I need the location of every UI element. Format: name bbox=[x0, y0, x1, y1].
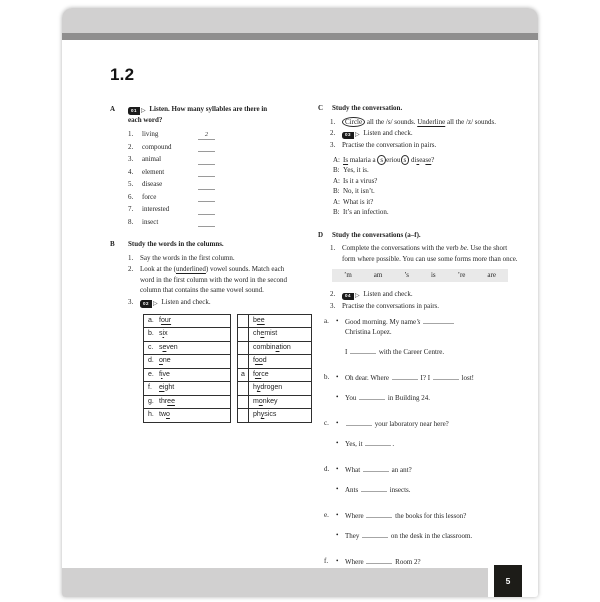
answer-blank bbox=[423, 316, 454, 324]
left-column bbox=[110, 62, 312, 437]
syllable-item bbox=[110, 154, 312, 167]
conversation-item bbox=[318, 418, 518, 457]
table-row bbox=[238, 395, 312, 409]
syllable-item bbox=[110, 167, 312, 180]
table-row bbox=[238, 355, 312, 369]
answer-blank bbox=[198, 205, 215, 215]
item-word: disease bbox=[142, 180, 163, 188]
step-text: 02 ▷ Listen and check. bbox=[140, 297, 292, 308]
item-word: living bbox=[142, 130, 159, 138]
syllable-item bbox=[110, 217, 312, 230]
audio-track-number: 04 bbox=[342, 293, 354, 301]
section-d-steps-after-box bbox=[318, 289, 518, 312]
match-answer-cell bbox=[238, 355, 249, 369]
item-number: 3. bbox=[128, 155, 134, 163]
exchange-text: Where Room 2? bbox=[345, 558, 421, 566]
conversation-label: f. bbox=[324, 557, 329, 565]
row-letter: d. bbox=[148, 357, 154, 364]
exchange-text: You in Building 24. bbox=[345, 393, 431, 402]
word-cell: h. two bbox=[144, 409, 231, 423]
table-row bbox=[144, 368, 231, 382]
word-box-item: ’re bbox=[457, 271, 466, 280]
exchange-line bbox=[336, 464, 518, 476]
answer-blank bbox=[362, 530, 388, 538]
exchange-text: They on the desk in the classroom. bbox=[345, 531, 473, 540]
item-word: insect bbox=[142, 217, 159, 226]
exchange-line bbox=[336, 346, 518, 358]
header-rule bbox=[62, 33, 538, 40]
word-cell: e. five bbox=[144, 368, 231, 382]
page-top-band bbox=[62, 8, 538, 33]
item-number: 5. bbox=[128, 180, 134, 188]
item-number: 6. bbox=[128, 192, 134, 201]
answer-blank bbox=[366, 510, 392, 518]
bullet-icon: • bbox=[336, 438, 339, 447]
row-letter: c. bbox=[148, 343, 154, 351]
exchange-line bbox=[336, 556, 518, 568]
circle-annotation: s bbox=[401, 155, 410, 165]
exchange-text: I with the Career Centre. bbox=[345, 347, 445, 356]
play-icon: ▷ bbox=[355, 293, 360, 300]
audio-track-number: 03 bbox=[342, 132, 354, 140]
matching-tables bbox=[143, 314, 312, 423]
word-cell: a. four bbox=[144, 314, 231, 328]
word-cell: force bbox=[249, 368, 312, 382]
word-cell: chemist bbox=[249, 328, 312, 342]
section-c-header bbox=[318, 103, 518, 114]
match-answer-cell bbox=[238, 314, 249, 328]
exchange-line bbox=[336, 484, 518, 496]
table-row bbox=[144, 395, 231, 409]
step-number: 2. bbox=[330, 129, 336, 137]
word-box-item: ’s bbox=[404, 271, 409, 280]
word-table-right bbox=[237, 314, 312, 423]
word-box-item: is bbox=[430, 271, 436, 280]
instruction-step bbox=[330, 301, 518, 312]
dialogue-line bbox=[333, 197, 518, 208]
section-d-steps-before-box bbox=[318, 243, 518, 264]
item-number: 7. bbox=[128, 205, 134, 213]
step-text: Practise the conversation in pairs. bbox=[342, 141, 437, 149]
answer-blank bbox=[198, 217, 215, 227]
right-column bbox=[318, 103, 518, 602]
step-number: 1. bbox=[330, 117, 336, 126]
row-letter: e. bbox=[148, 370, 154, 378]
conversation-label: e. bbox=[324, 511, 329, 519]
page-number-box bbox=[494, 565, 522, 597]
item-word: interested bbox=[142, 205, 170, 213]
table-row bbox=[238, 368, 312, 382]
conversation-item bbox=[318, 464, 518, 503]
dialogue-line bbox=[333, 165, 518, 176]
answer-blank bbox=[198, 142, 215, 152]
dialogue-text: It’s an infection. bbox=[343, 208, 389, 216]
section-a bbox=[110, 104, 312, 230]
exchange-text: Good morning. My name’s Christina Lopez. bbox=[345, 316, 495, 338]
word-cell: b. six bbox=[144, 328, 231, 342]
section-d-letter: D bbox=[318, 230, 324, 239]
step-text: 04 ▷ Listen and check. bbox=[342, 289, 518, 300]
answer-blank: 2 bbox=[198, 130, 215, 140]
dialogue-text: Is it a virus? bbox=[343, 176, 378, 185]
answer-blank bbox=[359, 392, 385, 400]
dialogue-line bbox=[333, 207, 518, 218]
match-answer-cell: a bbox=[238, 368, 249, 382]
audio-track-badge bbox=[128, 107, 146, 115]
word-cell: hydrogen bbox=[249, 382, 312, 396]
audio-track-number: 02 bbox=[140, 300, 152, 308]
word-box-item: am bbox=[373, 271, 383, 280]
step-text: Practise the conversations in pairs. bbox=[342, 302, 440, 310]
exchange-line bbox=[336, 530, 518, 542]
answer-blank bbox=[198, 180, 215, 190]
section-b-header bbox=[110, 239, 312, 250]
dialogue-text: Is malaria a s eriou s disease? bbox=[343, 155, 435, 164]
exchange-line bbox=[336, 316, 518, 338]
word-cell: d. one bbox=[144, 355, 231, 369]
section-b-title: Study the words in the columns. bbox=[128, 240, 224, 248]
answer-blank bbox=[198, 192, 215, 202]
word-cell: food bbox=[249, 355, 312, 369]
conversation-item bbox=[318, 316, 518, 366]
word-cell: monkey bbox=[249, 395, 312, 409]
conversation-item bbox=[318, 372, 518, 411]
step-number: 3. bbox=[330, 141, 336, 149]
exchange-text: Oh dear. Where I? I lost! bbox=[345, 374, 474, 382]
row-letter: g. bbox=[148, 397, 154, 405]
play-icon: ▷ bbox=[153, 300, 158, 307]
dialogue-line bbox=[333, 176, 518, 187]
bullet-icon bbox=[336, 346, 345, 358]
table-row bbox=[238, 341, 312, 355]
word-box-item: ’m bbox=[344, 271, 352, 280]
match-answer-cell bbox=[238, 409, 249, 423]
answer-blank bbox=[350, 346, 376, 354]
play-icon: ▷ bbox=[141, 107, 146, 114]
row-letter: a. bbox=[148, 316, 154, 324]
section-b-letter: B bbox=[110, 240, 115, 248]
conversations-a-f bbox=[318, 316, 518, 596]
exchange-line bbox=[336, 418, 518, 430]
exchange-line bbox=[336, 510, 518, 522]
syllable-item bbox=[110, 192, 312, 205]
speaker-label: B: bbox=[333, 166, 340, 174]
instruction-step bbox=[330, 289, 518, 300]
item-number: 1. bbox=[128, 130, 134, 138]
speaker-label: B: bbox=[333, 208, 340, 216]
exchange-line bbox=[336, 392, 518, 404]
table-row bbox=[238, 409, 312, 423]
instruction-step bbox=[330, 128, 518, 139]
conversation-label: b. bbox=[324, 373, 330, 381]
item-number: 2. bbox=[128, 142, 134, 151]
table-row bbox=[144, 355, 231, 369]
syllable-item bbox=[110, 204, 312, 217]
section-b-steps bbox=[110, 253, 312, 308]
row-letter: h. bbox=[148, 411, 154, 418]
exchange-text: Where the books for this lesson? bbox=[345, 512, 467, 520]
syllable-item bbox=[110, 129, 312, 142]
dialogue-text: No, it isn’t. bbox=[343, 187, 375, 195]
bullet-icon: • bbox=[336, 316, 339, 325]
step-number: 2. bbox=[330, 290, 336, 298]
section-d-header bbox=[318, 230, 518, 241]
conversation-body bbox=[336, 464, 518, 503]
item-word: animal bbox=[142, 155, 162, 163]
conversation-body bbox=[336, 418, 518, 457]
exchange-text: your laboratory near here? bbox=[345, 418, 495, 430]
step-text: 03 ▷ Listen and check. bbox=[342, 128, 518, 139]
table-row bbox=[238, 328, 312, 342]
section-c-title: Study the conversation. bbox=[332, 104, 403, 112]
item-word: compound bbox=[142, 142, 172, 151]
circle-annotation: s bbox=[377, 155, 386, 165]
verb-be-word-box bbox=[332, 269, 508, 282]
answer-blank bbox=[392, 372, 418, 380]
step-text: Complete the conversations with the verb be. Use the short form where possible. You can use some forms more than once. bbox=[342, 244, 518, 263]
item-word: element bbox=[142, 167, 165, 176]
step-text: Look at the (underlined) vowel sounds. Match each word in the first column with the word in the second column that contains the same vowel sound. bbox=[140, 265, 287, 294]
exchange-text: Ants insects. bbox=[345, 485, 411, 494]
syllable-item bbox=[110, 142, 312, 155]
answer-blank bbox=[366, 556, 392, 564]
instruction-step bbox=[128, 297, 312, 308]
conversation-item bbox=[318, 510, 518, 549]
play-icon: ▷ bbox=[355, 132, 360, 139]
conversation-body bbox=[336, 316, 518, 366]
speaker-label: A: bbox=[333, 176, 340, 185]
dialogue-text: What is it? bbox=[343, 197, 374, 206]
row-letter: b. bbox=[148, 330, 154, 337]
page bbox=[62, 8, 538, 597]
answer-blank bbox=[433, 372, 459, 380]
page-number: 5 bbox=[505, 576, 511, 586]
word-cell: f. eight bbox=[144, 382, 231, 396]
word-cell: g. three bbox=[144, 395, 231, 409]
match-answer-cell bbox=[238, 395, 249, 409]
answer-blank bbox=[361, 484, 387, 492]
dialogue-text: Yes, it is. bbox=[343, 166, 369, 174]
bullet-icon: • bbox=[336, 557, 339, 565]
step-number: 2. bbox=[128, 265, 134, 273]
dialogue-line bbox=[333, 155, 518, 166]
speaker-label: A: bbox=[333, 155, 340, 164]
step-number: 1. bbox=[128, 253, 134, 262]
section-d bbox=[318, 230, 518, 596]
item-number: 4. bbox=[128, 167, 134, 176]
word-cell: physics bbox=[249, 409, 312, 423]
exchange-line bbox=[336, 372, 518, 384]
word-cell: c. seven bbox=[144, 341, 231, 355]
step-text: Circle all the /s/ sounds. Underline all the /z/ sounds. bbox=[342, 117, 518, 128]
match-answer-cell bbox=[238, 341, 249, 355]
section-c-steps bbox=[318, 117, 518, 151]
section-a-title: Listen. How many syllables are there in each word? bbox=[128, 104, 268, 124]
section-c bbox=[318, 103, 518, 218]
instruction-step bbox=[128, 264, 312, 296]
match-answer-cell bbox=[238, 382, 249, 396]
answer-blank bbox=[198, 155, 215, 165]
answer-blank bbox=[198, 167, 215, 177]
syllable-item bbox=[110, 179, 312, 192]
circle-annotation: Circle bbox=[342, 117, 365, 127]
table-row bbox=[144, 409, 231, 423]
table-row bbox=[144, 341, 231, 355]
section-a-header bbox=[110, 104, 312, 126]
table-row bbox=[144, 382, 231, 396]
exchange-line bbox=[336, 438, 518, 450]
instruction-step bbox=[330, 243, 518, 264]
conversation-label: c. bbox=[324, 419, 329, 427]
exchange-text: Yes, it . bbox=[345, 439, 395, 448]
audio-track-badge bbox=[342, 132, 360, 140]
unit-number: 1.2 bbox=[110, 65, 135, 84]
syllable-list bbox=[110, 129, 312, 229]
speaker-label: B: bbox=[333, 187, 340, 195]
match-answer-cell bbox=[238, 328, 249, 342]
word-cell: combination bbox=[249, 341, 312, 355]
speaker-label: A: bbox=[333, 197, 340, 206]
exchange-text: What an ant? bbox=[345, 466, 412, 474]
section-a-letter: A bbox=[110, 104, 116, 113]
word-box-item: are bbox=[487, 271, 496, 280]
table-row bbox=[238, 314, 312, 328]
step-number: 3. bbox=[128, 297, 134, 306]
word-cell: bee bbox=[249, 314, 312, 328]
step-text: Say the words in the first column. bbox=[140, 253, 235, 262]
item-number: 8. bbox=[128, 217, 134, 226]
bullet-icon: • bbox=[336, 484, 339, 493]
conversation-body bbox=[336, 372, 518, 411]
bullet-icon: • bbox=[336, 419, 339, 427]
section-c-letter: C bbox=[318, 104, 324, 112]
audio-track-badge bbox=[342, 293, 360, 301]
table-row bbox=[238, 382, 312, 396]
conversation bbox=[333, 155, 518, 218]
bullet-icon: • bbox=[336, 373, 339, 381]
page-bottom-band bbox=[62, 568, 488, 597]
answer-blank bbox=[365, 438, 391, 446]
section-b bbox=[110, 239, 312, 423]
conversation-label: d. bbox=[324, 465, 330, 473]
instruction-step bbox=[330, 117, 518, 128]
audio-track-badge bbox=[140, 300, 158, 308]
bullet-icon: • bbox=[336, 392, 339, 401]
item-word: force bbox=[142, 192, 157, 201]
bullet-icon: • bbox=[336, 465, 339, 473]
dialogue-line bbox=[333, 186, 518, 197]
conversation-label: a. bbox=[324, 316, 329, 325]
conversation-body bbox=[336, 510, 518, 549]
section-d-title: Study the conversations (a–f). bbox=[332, 230, 421, 239]
bullet-icon: • bbox=[336, 511, 339, 519]
instruction-step bbox=[128, 253, 312, 264]
step-number: 1. bbox=[330, 244, 336, 252]
table-row bbox=[144, 314, 231, 328]
section-a-title-wrap bbox=[128, 104, 278, 126]
answer-blank bbox=[363, 464, 389, 472]
step-number: 3. bbox=[330, 302, 336, 310]
audio-track-number: 01 bbox=[128, 107, 140, 115]
bullet-icon: • bbox=[336, 530, 339, 539]
word-table-left bbox=[143, 314, 231, 423]
instruction-step bbox=[330, 140, 518, 151]
row-letter: f. bbox=[148, 384, 152, 391]
answer-blank bbox=[346, 418, 372, 426]
table-row bbox=[144, 328, 231, 342]
